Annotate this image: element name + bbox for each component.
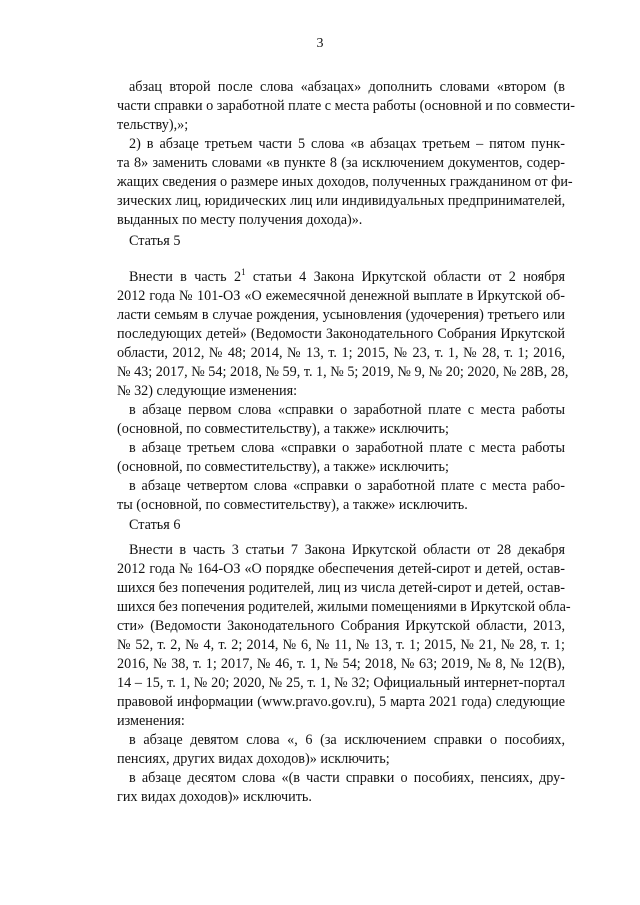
text-line: жащих сведения о размере иных доходов, полученных гражданином от фи- — [117, 174, 573, 190]
text-line: в абзаце десятом слова «(в части справки о пособиях, пенсиях, дру- — [129, 770, 565, 786]
text-fragment: Внести в часть 2 — [129, 269, 242, 285]
text-line: выданных по месту получения дохода)». — [117, 212, 363, 228]
text-fragment: статьи 4 Закона Иркутской области от 2 ноября — [245, 269, 565, 285]
text-line: правовой информации (www.pravo.gov.ru), 5 марта 2021 года) следующие — [117, 694, 565, 710]
text-line: последующих детей» (Ведомости Законодательного Собрания Иркутской — [117, 326, 565, 342]
article-heading: Статья 5 — [129, 233, 181, 249]
text-line: № 52, т. 2, № 4, т. 2; 2014, № 6, № 11, № 13, т. 1; 2015, № 21, № 28, т. 1; — [117, 637, 565, 653]
text-line: пенсиях, других видах доходов)» исключить; — [117, 751, 390, 767]
text-line: № 32) следующие изменения: — [117, 383, 298, 399]
text-line: изменения: — [117, 713, 185, 729]
paragraph-block-2 — [117, 267, 569, 515]
text-line: ласти семьям в случае рождения, усыновления (удочерения) третьего или — [117, 307, 565, 323]
article-heading: Статья 6 — [129, 517, 181, 533]
text-line: сти» (Ведомости Законодательного Собрания Иркутской области, 2013, — [117, 618, 565, 634]
paragraph-block-3 — [117, 541, 571, 807]
text-line: части справки о заработной плате с места работы (основной и по совмести- — [117, 98, 575, 114]
text-line: та 8» заменить словами «в пункте 8 (за исключением документов, содер- — [117, 155, 565, 171]
text-line: шихся без попечения родителей, лиц из числа детей-сирот и детей, остав- — [117, 580, 565, 596]
text-line: ты (основной, по совместительству), а также» исключить. — [117, 497, 468, 513]
text-line: 2012 года № 164-ОЗ «О порядке обеспечения детей-сирот и детей, остав- — [117, 561, 565, 577]
text-line: 2012 года № 101-ОЗ «О ежемесячной денежной выплате в Иркутской об- — [117, 288, 565, 304]
paragraph-block-1 — [117, 78, 575, 230]
text-line: в абзаце третьем слова «справки о заработной плате с места работы — [129, 440, 565, 456]
text-line: 2016, № 38, т. 1; 2017, № 46, т. 1, № 54; 2018, № 63; 2019, № 8, № 12(В), — [117, 656, 565, 672]
text-line: зических лиц, юридических лиц или индивидуальных предпринимателей, — [117, 193, 566, 209]
text-line: 2) в абзаце третьем части 5 слова «в абзацах третьем – пятом пунк- — [129, 136, 565, 152]
superscript: 1 — [241, 267, 246, 277]
text-line: области, 2012, № 48; 2014, № 13, т. 1; 2015, № 23, т. 1, № 28, т. 1; 2016, — [117, 345, 565, 361]
page-number: 3 — [316, 36, 324, 51]
text-line: шихся без попечения родителей, жилыми помещениями в Иркутской обла- — [117, 599, 571, 615]
text-line: в абзаце первом слова «справки о заработной плате с места работы — [129, 402, 565, 418]
text-line: (основной, по совместительству), а также» исключить; — [117, 421, 449, 437]
text-line: (основной, по совместительству), а также» исключить; — [117, 459, 449, 475]
text-line: 14 – 15, т. 1, № 20; 2020, № 25, т. 1, № 32; Официальный интернет-портал — [117, 675, 565, 691]
text-line: в абзаце четвертом слова «справки о заработной плате с места рабо- — [129, 478, 565, 494]
text-line: тельству),»; — [117, 117, 189, 133]
text-line: гих видах доходов)» исключить. — [117, 789, 312, 805]
text-line: абзац второй после слова «абзацах» дополнить словами «втором (в — [129, 79, 565, 95]
text-line: в абзаце девятом слова «, 6 (за исключением справки о пособиях, — [129, 732, 565, 748]
text-line: № 43; 2017, № 54; 2018, № 59, т. 1, № 5; 2019, № 9, № 20; 2020, № 28В, 28, — [117, 364, 569, 380]
text-line — [117, 268, 565, 287]
text-line: Внести в часть 3 статьи 7 Закона Иркутской области от 28 декабря — [129, 542, 565, 558]
